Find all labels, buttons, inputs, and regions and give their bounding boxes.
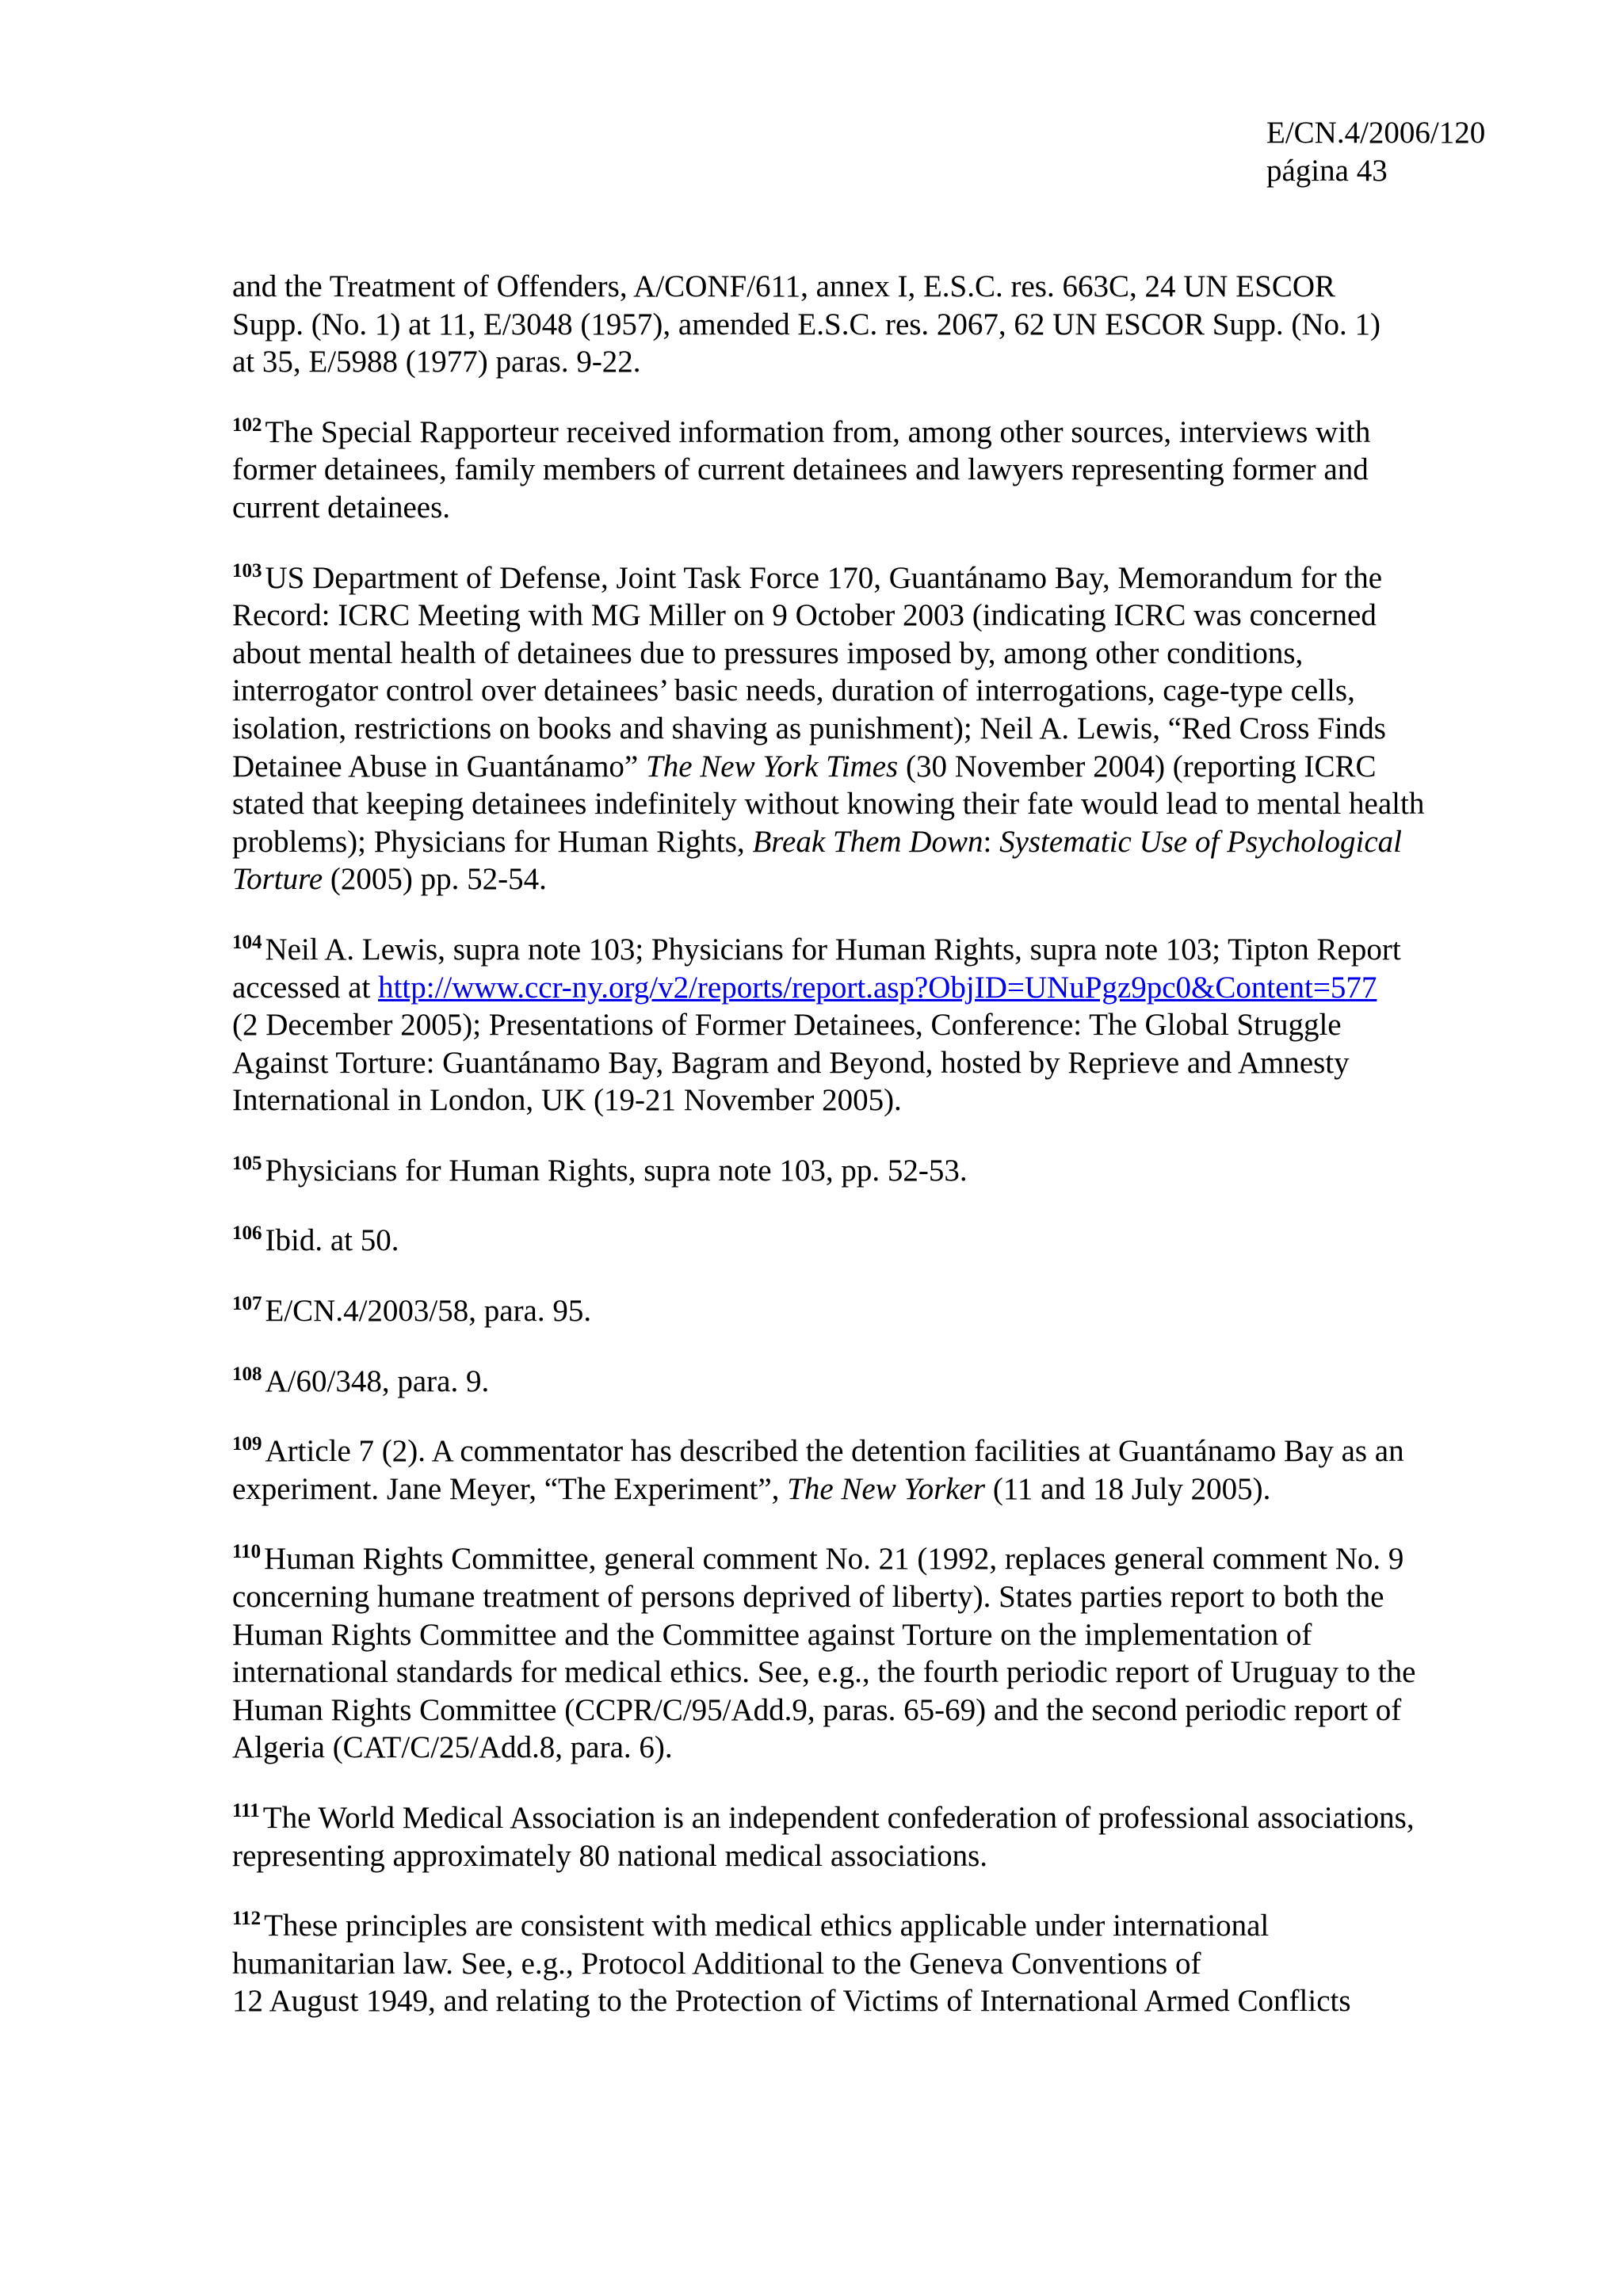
page-header [1266, 114, 1568, 190]
footnote-line: experiment. Jane Meyer, “The Experiment”, The New Yorker (11 and 18 July 2005). [232, 1471, 1271, 1506]
footnote-line: about mental health of detainees due to pressures imposed by, among other conditions, [232, 635, 1304, 670]
footnote-line: and the Treatment of Offenders, A/CONF/611, annex I, E.S.C. res. 663C, 24 UN ESCOR [232, 269, 1336, 303]
footnote-line: Human Rights Committee and the Committee against Torture on the implementation of [232, 1617, 1312, 1652]
footnote-line: interrogator control over detainees’ basic needs, duration of interrogations, cage-type cells, [232, 673, 1355, 708]
footnote-number: 106 [232, 1222, 262, 1245]
footnote-line: former detainees, family members of current detainees and lawyers representing former and [232, 452, 1369, 487]
footnote-line: isolation, restrictions on books and shaving as punishment); Neil A. Lewis, “Red Cross Finds [232, 711, 1386, 746]
footnote-112 [232, 1907, 1508, 2020]
footnote-line: $^{109}$ Article 7 (2). A commentator has described the detention facilities at Guantánamo Bay as an [232, 1433, 1404, 1469]
footnote-line: Torture (2005) pp. 52-54. [232, 862, 547, 897]
footnotes [232, 268, 1508, 2053]
footnote-number: 112 [232, 1908, 262, 1930]
publication-subtitle: Torture [232, 862, 323, 897]
footnote-line: $^{107}$ E/CN.4/2003/58, para. 95. [232, 1293, 592, 1329]
footnote-line: $^{112}$ These principles are consistent with medical ethics applicable under international [232, 1908, 1270, 1943]
publication-title: The New York Times [646, 749, 899, 784]
footnote-111 [232, 1799, 1508, 1875]
publication-title: Break Them Down [752, 824, 983, 859]
footnote-line: Record: ICRC Meeting with MG Miller on 9 October 2003 (indicating ICRC was concerned [232, 598, 1377, 633]
footnote-line: at 35, E/5988 (1977) paras. 9-22. [232, 345, 641, 379]
footnote-102 [232, 414, 1508, 527]
footnote-line: concerning humane treatment of persons deprived of liberty). States parties report to both the [232, 1580, 1384, 1615]
footnote-103 [232, 559, 1508, 898]
footnote-line: 12 August 1949, and relating to the Protection of Victims of International Armed Conflicts [232, 1984, 1351, 2019]
footnote-number: 105 [232, 1152, 262, 1174]
footnote-line: humanitarian law. See, e.g., Protocol Additional to the Geneva Conventions of [232, 1946, 1201, 1981]
footnote-line: $^{108}$ A/60/348, para. 9. [232, 1363, 490, 1398]
footnote-line: $^{105}$ Physicians for Human Rights, supra note 103, pp. 52-53. [232, 1152, 968, 1188]
tipton-report-link[interactable]: http://www.ccr-ny.org/v2/reports/report.asp?ObjID=UNuPgz9pc0&Content=577 [378, 970, 1377, 1005]
footnote-line: Human Rights Committee (CCPR/C/95/Add.9, paras. 65-69) and the second periodic report of [232, 1692, 1402, 1727]
footnote-number: 109 [232, 1433, 262, 1455]
footnote-104 [232, 931, 1508, 1119]
footnote-number: 110 [232, 1541, 262, 1563]
footnote-line: accessed at http://www.ccr-ny.org/v2/reports/report.asp?ObjID=UNuPgz9pc0&Content=577 [232, 970, 1377, 1005]
footnote-105 [232, 1152, 1508, 1190]
footnote-line: representing approximately 80 national medical associations. [232, 1838, 988, 1873]
footnote-line: problems); Physicians for Human Rights, Break Them Down: Systematic Use of Psychological [232, 824, 1403, 859]
footnote-line: Against Torture: Guantánamo Bay, Bagram and Beyond, hosted by Reprieve and Amnesty [232, 1045, 1350, 1080]
footnote-number: 107 [232, 1293, 262, 1315]
footnote-number: 104 [232, 931, 262, 953]
footnote-line: current detainees. [232, 490, 451, 524]
footnote-line: International in London, UK (19-21 November 2005). [232, 1083, 902, 1118]
footnote-line: $^{106}$ Ibid. at 50. [232, 1222, 399, 1258]
footnote-line: international standards for medical ethics. See, e.g., the fourth periodic report of Uruguay to the [232, 1655, 1416, 1690]
footnote-line: Detainee Abuse in Guantánamo” The New York Times (30 November 2004) (reporting ICRC [232, 749, 1377, 784]
footnote-line: $^{103}$ US Department of Defense, Joint Task Force 170, Guantánamo Bay, Memorandum for the [232, 559, 1383, 595]
footnote-110 [232, 1540, 1508, 1767]
footnote-108 [232, 1363, 1508, 1401]
footnote-line: $^{104}$ Neil A. Lewis, supra note 103; Physicians for Human Rights, supra note 103; Tipton Report [232, 931, 1401, 967]
publication-subtitle: Systematic Use of Psychological [999, 824, 1403, 859]
footnote-line: Algeria (CAT/C/25/Add.8, para. 6). [232, 1730, 673, 1765]
document-symbol: E/CN.4/2006/120 [1266, 116, 1486, 150]
footnote-line: $^{110}$ Human Rights Committee, general comment No. 21 (1992, replaces general comment No. 9 [232, 1541, 1404, 1577]
footnote-line: (2 December 2005); Presentations of Former Detainees, Conference: The Global Struggle [232, 1008, 1342, 1043]
footnote-line: $^{102}$ The Special Rapporteur received information from, among other sources, interviews with [232, 414, 1371, 449]
footnote-109 [232, 1432, 1508, 1508]
footnote-106 [232, 1222, 1508, 1260]
footnote-line: $^{111}$ The World Medical Association is an independent confederation of professional associations, [232, 1800, 1415, 1835]
footnote-number: 108 [232, 1363, 262, 1385]
footnote-continuation [232, 268, 1508, 381]
footnote-number: 103 [232, 559, 262, 582]
page-number: página 43 [1266, 154, 1388, 188]
footnote-line: Supp. (No. 1) at 11, E/3048 (1957), amended E.S.C. res. 2067, 62 UN ESCOR Supp. (No. 1) [232, 307, 1381, 341]
footnote-107 [232, 1292, 1508, 1330]
footnote-line: stated that keeping detainees indefinitely without knowing their fate would lead to mental health [232, 787, 1425, 822]
footnote-number: 111 [232, 1800, 260, 1821]
footnote-number: 102 [232, 414, 262, 436]
publication-title: The New Yorker [787, 1471, 986, 1506]
